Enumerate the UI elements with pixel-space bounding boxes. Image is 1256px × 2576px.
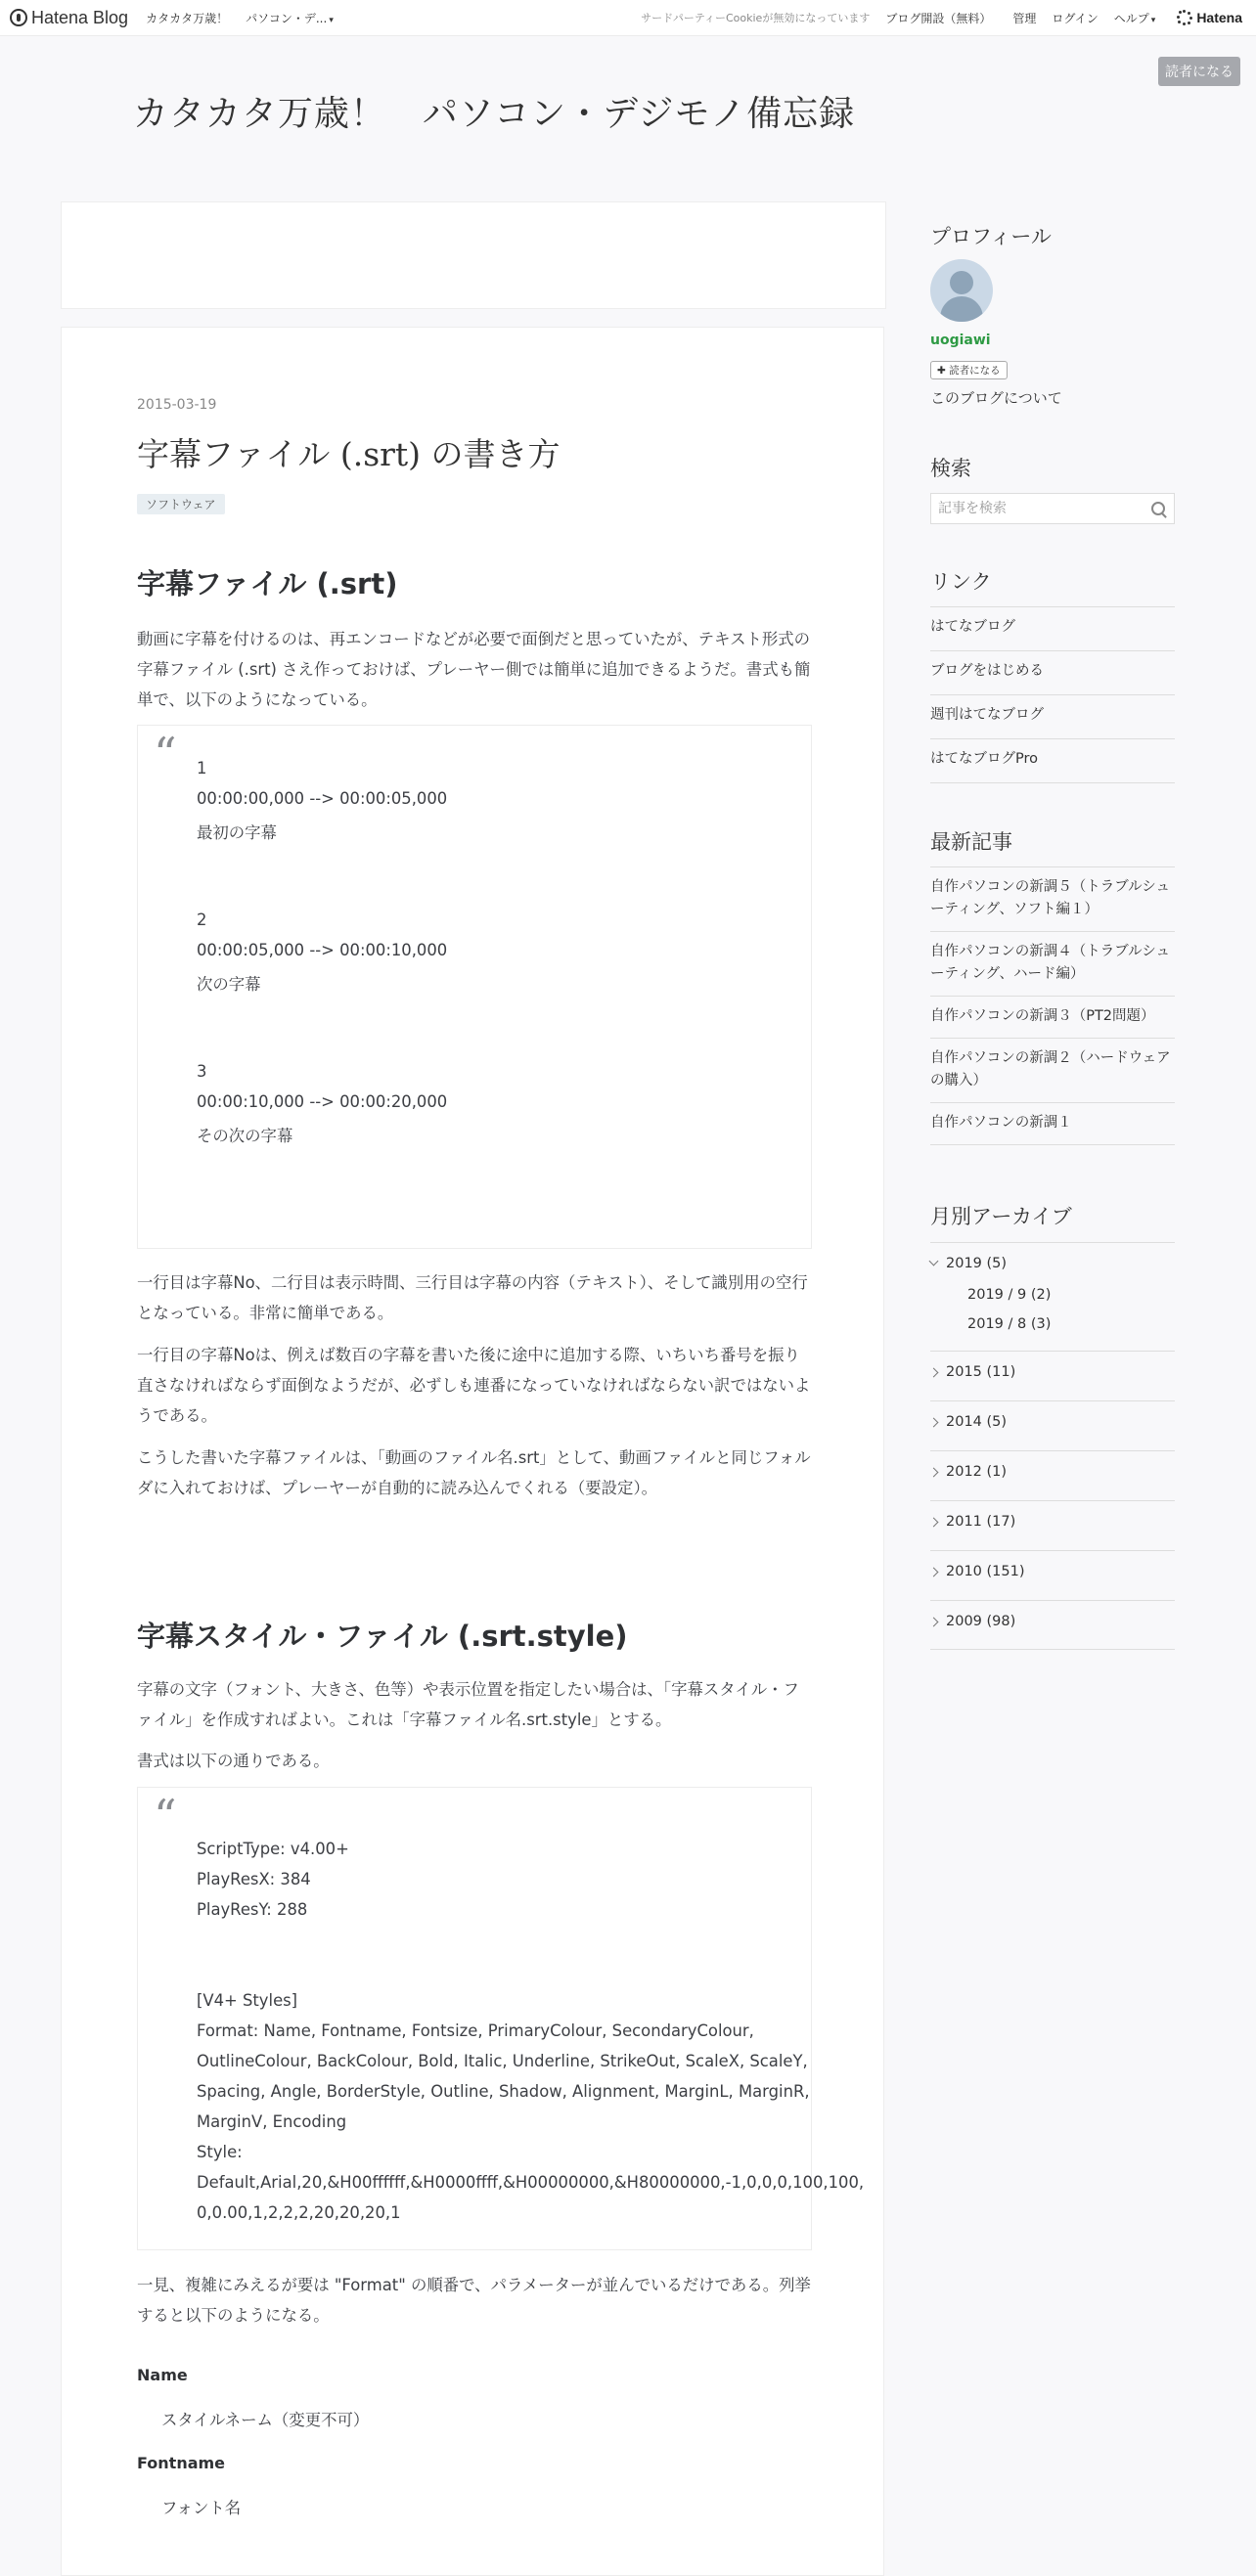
- quote-line: 2: [197, 910, 207, 929]
- quote-line: 次の字幕: [197, 975, 261, 994]
- param-fontname-term: Fontname: [137, 2454, 226, 2472]
- archive-heading: 月別アーカイブ: [930, 1205, 1072, 1228]
- search-icon[interactable]: [1151, 502, 1165, 515]
- quote-line: その次の字幕: [197, 1127, 293, 1145]
- search-box: [930, 493, 1175, 524]
- chevron-right-icon: [929, 1418, 939, 1428]
- subscribe-button[interactable]: 読者になる: [1158, 57, 1240, 86]
- paragraph-2: 一行目は字幕No、二行目は表示時間、三行目は字幕の内容（テキスト）、そして識別用の空行となっている。非常に簡単である。: [137, 1273, 808, 1322]
- hatena-link[interactable]: [1177, 10, 1242, 25]
- caret-down-icon: ▾: [329, 15, 334, 25]
- quote-mark-icon: “: [154, 1790, 177, 1843]
- plus-icon: ✚: [937, 365, 946, 377]
- search-heading: 検索: [930, 457, 971, 480]
- recent-heading: 最新記事: [930, 830, 1012, 854]
- search-input[interactable]: [931, 500, 1145, 517]
- quote-line: Default,Arial,20,&H00ffffff,&H0000ffff,&H00000000,&H80000000,-1,0,0,0,100,100,: [197, 2173, 865, 2192]
- ad-area: [61, 201, 886, 309]
- paragraph-1: 動画に字幕を付けるのは、再エンコードなどが必要で面倒だと思っていたが、テキスト形式の字幕ファイル (.srt) さえ作っておけば、プレーヤー側では簡単に追加できるようだ。書式も簡単で、以下のようになっている。: [137, 630, 811, 709]
- article: [61, 327, 884, 2576]
- section-heading-srt: 字幕ファイル (.srt): [137, 567, 398, 600]
- quote-line: [V4+ Styles]: [197, 1991, 298, 2010]
- blog-title: [0, 86, 988, 136]
- links-list: [930, 606, 1175, 783]
- recent-item[interactable]: 自作パソコンの新調３（PT2問題）: [930, 996, 1175, 1038]
- profile-heading: プロフィール: [930, 225, 1052, 248]
- chevron-right-icon: [929, 1368, 939, 1378]
- param-name-term: Name: [137, 2366, 188, 2384]
- paragraph-3: 一行目の字幕Noは、例えば数百の字幕を書いた後に途中に追加する際、いちいち番号を振り直さなければならず面倒なようだが、必ずしも連番になっていなければならない訳ではないようである。: [137, 1346, 811, 1425]
- help-menu[interactable]: [1114, 10, 1156, 26]
- param-name-desc: スタイルネーム（変更不可）: [161, 2411, 370, 2429]
- article-date[interactable]: 2015-03-19: [137, 397, 217, 413]
- admin-link[interactable]: 管理: [1012, 11, 1037, 25]
- archive-year[interactable]: [930, 1600, 1175, 1650]
- nav-blog-link[interactable]: カタカタ万歳！: [146, 11, 229, 25]
- archive-year-label: 2010 (151): [946, 1564, 1025, 1579]
- quote-line: 3: [197, 1062, 207, 1081]
- avatar[interactable]: [930, 259, 993, 322]
- quote-line: ScriptType: v4.00+: [197, 1840, 349, 1858]
- cookie-notice[interactable]: サードパーティーCookieが無効になっています: [641, 12, 871, 24]
- quote-style-example: [137, 1787, 865, 2250]
- quote-line: MarginV, Encoding: [197, 2112, 347, 2131]
- link-item[interactable]: ブログをはじめる: [930, 650, 1175, 694]
- quote-line: Spacing, Angle, BorderStyle, Outline, Shadow, Alignment, MarginL, MarginR,: [197, 2082, 810, 2101]
- profile-username[interactable]: uogiawi: [930, 333, 991, 348]
- links-heading: リンク: [930, 570, 992, 594]
- archive-year-label: 2009 (98): [946, 1614, 1016, 1629]
- logo-text: Hatena Blog: [31, 7, 129, 27]
- nav-blog-menu-label: パソコン・デ...: [246, 11, 328, 25]
- blog-title-link[interactable]: カタカタ万歳！ パソコン・デジモノ備忘録: [132, 94, 856, 134]
- quote-line: OutlineColour, BackColour, Bold, Italic, Underline, StrikeOut, ScaleX, ScaleY,: [197, 2052, 808, 2070]
- archive-year-label: 2019 (5): [946, 1256, 1008, 1271]
- chevron-right-icon: [929, 1568, 939, 1577]
- quote-srt-example: [137, 725, 812, 1249]
- avatar-body: [940, 296, 983, 322]
- hatena-label: Hatena: [1196, 10, 1242, 25]
- paragraph-5: 字幕の文字（フォント、大きさ、色等）や表示位置を指定したい場合は、「字幕スタイル・ファイル」を作成すればよい。これは「字幕ファイル名.srt.style」とする。: [137, 1680, 799, 1729]
- article-title[interactable]: 字幕ファイル (.srt) の書き方: [137, 435, 561, 473]
- quote-line: 00:00:10,000 --> 00:00:20,000: [197, 1092, 448, 1111]
- category-badge[interactable]: ソフトウェア: [137, 494, 225, 514]
- quote-line: Format: Name, Fontname, Fontsize, PrimaryColour, SecondaryColour,: [197, 2021, 754, 2040]
- paragraph-7: 一見、複雑にみえるが要は "Format" の順番で、パラメーターが並んでいるだけである。列挙すると以下のようになる。: [137, 2276, 811, 2325]
- paragraph-4: こうした書いた字幕ファイルは、「動画のファイル名.srt」として、動画ファイルと同じフォルダに入れておけば、プレーヤーが自動的に読み込んでくれる（要設定）。: [137, 1448, 811, 1497]
- param-fontname-desc: フォント名: [161, 2499, 242, 2517]
- about-link[interactable]: このブログについて: [930, 389, 1062, 407]
- quote-line: 1: [197, 759, 207, 777]
- chevron-right-icon: [929, 1518, 939, 1528]
- link-item[interactable]: はてなブログ: [930, 606, 1175, 650]
- archive-year[interactable]: [930, 1550, 1175, 1600]
- archive-year-label: 2012 (1): [946, 1464, 1008, 1480]
- quote-line: 00:00:00,000 --> 00:00:05,000: [197, 789, 448, 808]
- quote-line: Style:: [197, 2143, 243, 2161]
- archive-year-open[interactable]: [930, 1242, 1175, 1337]
- archive-year-label: 2011 (17): [946, 1514, 1016, 1530]
- link-item[interactable]: はてなブログPro: [930, 738, 1175, 783]
- help-label: ヘルプ: [1113, 11, 1149, 25]
- archive-year[interactable]: [930, 1400, 1175, 1450]
- archive-month[interactable]: 2019 / 8 (3): [967, 1316, 1052, 1332]
- hatena-blog-logo-icon: [10, 9, 27, 26]
- sidebar-subscribe-button[interactable]: [930, 361, 1008, 379]
- hatena-dots-icon: [1177, 10, 1192, 25]
- top-navbar: [0, 0, 1256, 36]
- quote-line: PlayResY: 288: [197, 1900, 308, 1919]
- quote-line: 00:00:05,000 --> 00:00:10,000: [197, 941, 448, 959]
- avatar-head: [950, 271, 973, 294]
- open-blog-link[interactable]: ブログ開設（無料）: [885, 11, 992, 25]
- hatena-blog-logo[interactable]: [10, 8, 128, 28]
- section-heading-style: 字幕スタイル・ファイル (.srt.style): [137, 1620, 628, 1653]
- archive-year[interactable]: [930, 1500, 1175, 1550]
- recent-item[interactable]: 自作パソコンの新調５（トラブルシューティング、ソフト編１）: [930, 866, 1175, 931]
- recent-item[interactable]: 自作パソコンの新調４（トラブルシューティング、ハード編）: [930, 931, 1175, 996]
- quote-line: PlayResX: 384: [197, 1870, 311, 1888]
- chevron-down-icon: [929, 1257, 939, 1266]
- archive-year[interactable]: [930, 1351, 1175, 1400]
- nav-right-group: [641, 10, 1242, 26]
- quote-line: 0,0.00,1,2,2,2,20,20,20,1: [197, 2203, 401, 2222]
- archive-year-label: 2014 (5): [946, 1414, 1008, 1430]
- nav-blog-menu[interactable]: [246, 10, 334, 26]
- recent-item[interactable]: 自作パソコンの新調２（ハードウェアの購入）: [930, 1038, 1175, 1102]
- sidebar-subscribe-label: 読者になる: [949, 365, 1001, 377]
- recent-list: [930, 866, 1175, 1145]
- login-link[interactable]: ログイン: [1052, 11, 1099, 25]
- chevron-right-icon: [929, 1618, 939, 1627]
- link-item[interactable]: 週刊はてなブログ: [930, 694, 1175, 738]
- recent-item[interactable]: 自作パソコンの新調１: [930, 1102, 1175, 1145]
- caret-down-icon: ▾: [1150, 15, 1156, 25]
- quote-line: 最初の字幕: [197, 823, 277, 842]
- quote-mark-icon: “: [154, 728, 177, 780]
- archive-year-label: 2015 (11): [946, 1364, 1016, 1380]
- chevron-right-icon: [929, 1468, 939, 1478]
- paragraph-6: 書式は以下の通りである。: [137, 1752, 330, 1770]
- archive-year[interactable]: [930, 1450, 1175, 1500]
- archive-month[interactable]: 2019 / 9 (2): [967, 1287, 1052, 1303]
